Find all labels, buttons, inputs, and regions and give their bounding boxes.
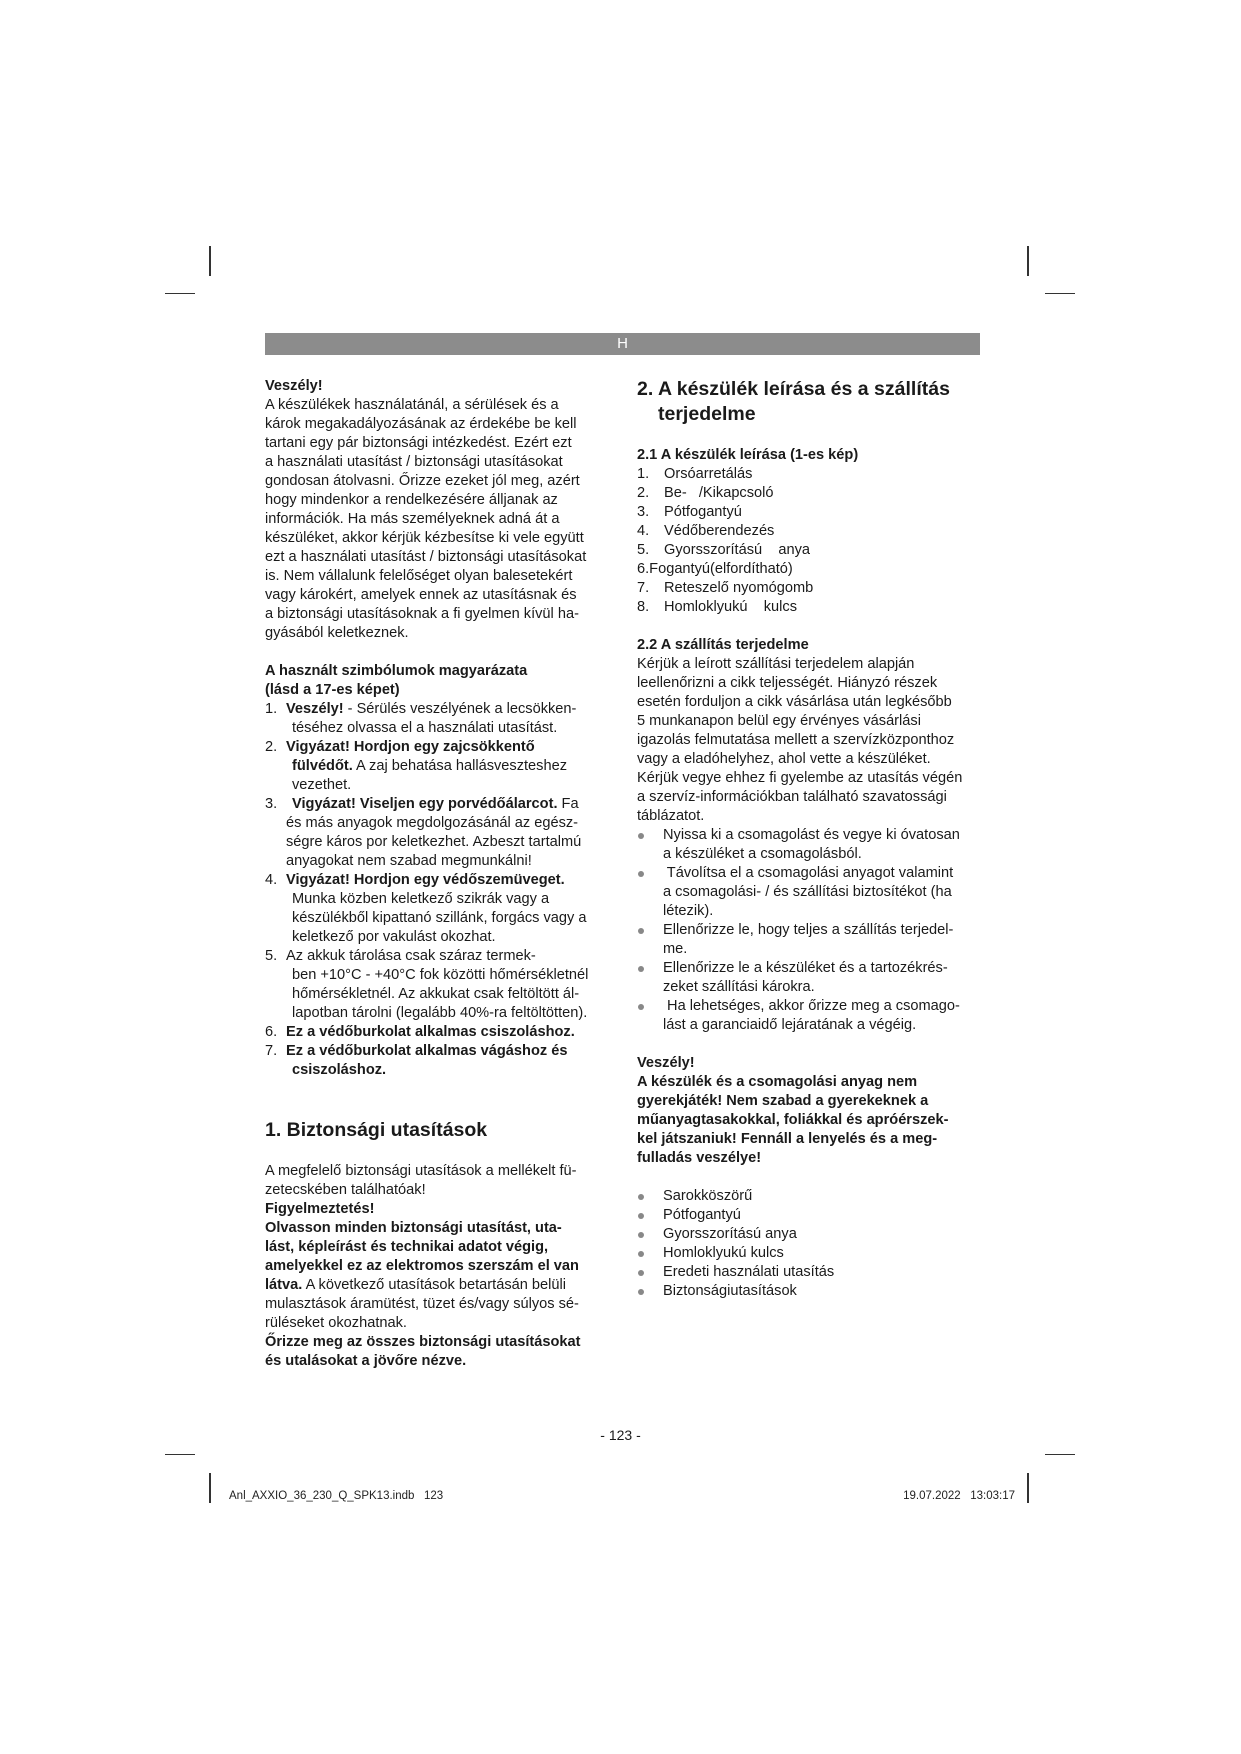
symbol-item (265, 795, 613, 871)
danger-paragraph (265, 396, 613, 643)
item-text: lapotban tárolni (legalább 40%-ra feltöltötten). (292, 1005, 588, 1021)
item-text: lást a garanciaidő lejáratának a végéig. (663, 1017, 917, 1033)
symbol-item (265, 738, 613, 795)
crop-mark (1027, 1473, 1029, 1503)
section1-title: 1. Biztonsági utasítások (265, 1119, 488, 1141)
item-number: 2. (637, 485, 650, 501)
crop-mark (165, 293, 195, 294)
text-line: információk. Ha más személyeknek adná át a (265, 511, 560, 527)
bullet-icon (638, 1213, 644, 1219)
item-text: vezethet. (292, 777, 352, 793)
contents-list (637, 1187, 982, 1301)
language-header-bar (265, 333, 980, 355)
item-bold: fülvédőt. (292, 758, 353, 774)
item-number: 5. (637, 542, 650, 558)
item-text: Ellenőrizze le, hogy teljes a szállítás terjedel- (663, 922, 954, 938)
item-text: zeket szállítási károkra. (663, 979, 815, 995)
item-number: 2. (265, 739, 278, 755)
item-number: 5. (265, 948, 278, 964)
bullet-icon (638, 1194, 644, 1200)
page-number: - 123 - (600, 1427, 641, 1443)
text-line: a biztonsági utasításoknak a fi gyelmen kívül ha- (265, 606, 579, 622)
symbol-item (265, 1042, 613, 1080)
text-line: hogy mindenkor a rendelkezésére álljanak az (265, 492, 558, 508)
item-text: ben +10°C - +40°C fok közötti hőmérsékletnél (292, 967, 589, 983)
part-item (637, 579, 982, 598)
bullet-item (637, 997, 982, 1035)
item-text: Gyorsszorítású anya (664, 542, 810, 558)
parts-list (637, 465, 982, 617)
item-number: 3. (265, 796, 278, 812)
item-text: Védőberendezés (664, 523, 775, 539)
item-bold: Veszély! (286, 701, 344, 717)
item-text: a csomagolási- / és szállítási biztosítékot (ha (663, 884, 952, 900)
part-item (637, 560, 982, 579)
text-line: kel játszaniuk! Fennáll a lenyelés és a meg- (637, 1131, 938, 1147)
item-text: Pótfogantyú (663, 1207, 741, 1223)
item-text: Reteszelő nyomógomb (664, 580, 814, 596)
item-bold: Vigyázat! Hordjon egy védőszemüveget. (286, 872, 565, 888)
item-text: - Sérülés veszélyének a lecsökken- (343, 701, 577, 717)
text-line: zetecskében találhatóak! (265, 1182, 426, 1198)
symbol-item (265, 871, 613, 947)
content-item (637, 1187, 982, 1206)
text-line: vagy károkért, amelyek ennek az utasításnak és (265, 587, 577, 603)
bullet-item (637, 959, 982, 997)
item-number: 6. (265, 1024, 278, 1040)
text-line: lást, képleírást és technikai adatot végig, (265, 1239, 549, 1255)
bullet-icon (638, 1251, 644, 1257)
item-number: 1. (637, 466, 650, 482)
part-item (637, 465, 982, 484)
item-text: Pótfogantyú (664, 504, 742, 520)
item-bold: Ez a védőburkolat alkalmas vágáshoz és (286, 1043, 568, 1059)
part-item (637, 522, 982, 541)
symbol-item (265, 700, 613, 738)
item-number: 7. (637, 580, 650, 596)
item-text: hőmérsékletnél. Az akkukat csak feltöltött ál- (292, 986, 580, 1002)
text-line: tartani egy pár biztonsági intézkedést. Ezért ezt (265, 435, 572, 451)
crop-mark (209, 246, 211, 276)
text-line: gondosan átolvasni. Őrizze ezeket jól meg, azért (265, 473, 580, 489)
left-column (265, 377, 613, 1371)
bullet-icon (638, 928, 644, 934)
bullet-icon (638, 1232, 644, 1238)
item-text: Be- /Kikapcsoló (664, 485, 774, 501)
symbol-item (265, 1023, 613, 1042)
crop-mark (1027, 246, 1029, 276)
right-column (637, 377, 982, 1301)
title-line: 2. A készülék leírása és a szállítás (637, 378, 950, 400)
item-text: Homloklyukú kulcs (663, 1245, 784, 1261)
text-line: Kérjük vegye ehhez fi gyelembe az utasítás végén (637, 770, 963, 786)
text-line: Olvasson minden biztonsági utasítást, uta- (265, 1220, 562, 1236)
bullet-icon (638, 871, 644, 877)
item-text: Homloklyukú kulcs (664, 599, 798, 615)
bullet-item (637, 826, 982, 864)
item-text: Biztonságiutasítások (663, 1283, 797, 1299)
content-item (637, 1263, 982, 1282)
item-bold: Vigyázat! Viseljen egy porvédőálarcot. (292, 796, 558, 812)
item-number: 4. (265, 872, 278, 888)
text-line: A következő utasítások betartásán belüli (302, 1277, 566, 1293)
text-line: Kérjük a leírott szállítási terjedelem alapján (637, 656, 915, 672)
text-line: ezt a használati utasítást / biztonsági utasításokat (265, 549, 587, 565)
text-line: 5 munkanapon belül egy érvényes vásárlási (637, 713, 921, 729)
item-text: Munka közben keletkező szikrák vagy a (292, 891, 550, 907)
item-text: 6.Fogantyú(elfordítható) (637, 561, 793, 577)
item-text: Gyorsszorítású anya (663, 1226, 797, 1242)
item-bold: csiszoláshoz. (292, 1062, 387, 1078)
item-text: Sarokköszörű (663, 1188, 753, 1204)
text-line: Őrizze meg az összes biztonsági utasításokat (265, 1334, 581, 1350)
crop-mark (165, 1454, 195, 1455)
item-text: ségre káros por keletkezhet. Azbeszt tartalmú (286, 834, 582, 850)
text-line: táblázatot. (637, 808, 705, 824)
crop-mark (1045, 1454, 1075, 1455)
symbol-item (265, 947, 613, 1023)
item-text: és más anyagok megdolgozásánál az egész- (286, 815, 579, 831)
text-line: esetén forduljon a cikk vásárlása után legkésőbb (637, 694, 952, 710)
text-line: vagy a eladóhelyhez, ahol vette a készüléket. (637, 751, 931, 767)
text-line: és utalásokat a jövőre nézve. (265, 1353, 467, 1369)
part-item (637, 484, 982, 503)
unpacking-list (637, 826, 982, 1035)
part-item (637, 541, 982, 560)
text-line: műanyagtasakokkal, foliákkal és apróérszek- (637, 1112, 949, 1128)
item-text: Eredeti használati utasítás (663, 1264, 835, 1280)
warning-title: Figyelmeztetés! (265, 1201, 375, 1217)
text-line: is. Nem vállalunk felelőséget olyan balesetekért (265, 568, 573, 584)
danger2-title: Veszély! (637, 1055, 695, 1071)
text-line: leellenőrizni a cikk teljességét. Hiányzó részek (637, 675, 938, 691)
item-text: me. (663, 941, 688, 957)
item-text: Az akkuk tárolása csak száraz termek- (286, 948, 536, 964)
crop-mark (1045, 293, 1075, 294)
text-line: fulladás veszélye! (637, 1150, 762, 1166)
part-item (637, 598, 982, 617)
item-number: 8. (637, 599, 650, 615)
content-item (637, 1206, 982, 1225)
symbols-subtitle: (lásd a 17-es képet) (265, 682, 400, 698)
symbols-list (265, 700, 613, 1080)
bullet-icon (638, 966, 644, 972)
item-bold: Vigyázat! Hordjon egy zajcsökkentő (286, 739, 535, 755)
danger-title: Veszély! (265, 378, 323, 394)
item-text: Távolítsa el a csomagolási anyagot valamint (663, 865, 954, 881)
item-text: Ha lehetséges, akkor őrizze meg a csomago- (663, 998, 960, 1014)
item-text: keletkező por vakulást okozhat. (292, 929, 496, 945)
item-text: A zaj behatása hallásveszteshez (352, 758, 567, 774)
text-line: igazolás felmutatása mellett a szervízközponthoz (637, 732, 955, 748)
danger2-paragraph (637, 1073, 982, 1168)
text-line: gyásából keletkeznek. (265, 625, 409, 641)
text-line: amelyekkel ez az elektromos szerszám el van (265, 1258, 579, 1274)
text-line: károk megakadályozásának az érdekébe be kell (265, 416, 577, 432)
text-line: A készülék és a csomagolási anyag nem (637, 1074, 918, 1090)
item-text: létezik). (663, 903, 714, 919)
item-number: 7. (265, 1043, 278, 1059)
item-text: téséhez olvassa el a használati utasítást. (292, 720, 558, 736)
crop-mark (209, 1473, 211, 1503)
item-text: készülékből kipattanó szillánk, forgács vagy a (292, 910, 587, 926)
item-text: anyagokat nem szabad megmunkálni! (286, 853, 532, 869)
s22-title: 2.2 A szállítás terjedelme (637, 637, 809, 653)
text-line: a szervíz-információkban található szavatossági (637, 789, 947, 805)
content-item (637, 1244, 982, 1263)
item-number: 1. (265, 701, 278, 717)
content-item (637, 1282, 982, 1301)
item-number: 4. (637, 523, 650, 539)
item-bold: Ez a védőburkolat alkalmas csiszoláshoz. (286, 1024, 575, 1040)
delivery-paragraph (637, 655, 982, 826)
content-item (637, 1225, 982, 1244)
text-line: rüléseket okozhatnak. (265, 1315, 407, 1331)
footer-timestamp: 19.07.2022 13:03:17 (903, 1490, 1015, 1502)
text-line: A készülékek használatánál, a sérülések és a (265, 397, 559, 413)
item-text: a készüléket a csomagolásból. (663, 846, 862, 862)
text-line: A megfelelő biztonsági utasítások a mellékelt fü- (265, 1163, 577, 1179)
bullet-item (637, 921, 982, 959)
section2-title (637, 377, 982, 427)
item-text: Nyissa ki a csomagolást és vegye ki óvatosan (663, 827, 960, 843)
text-line: látva. (265, 1277, 303, 1293)
bullet-icon (638, 1004, 644, 1010)
item-text: Fa (557, 796, 579, 812)
language-tab-label: H (617, 335, 628, 352)
text-line: gyerekjáték! Nem szabad a gyerekeknek a (637, 1093, 929, 1109)
item-text: Orsóarretálás (664, 466, 753, 482)
text-line: készüléket, akkor kérjük kézbesítse ki vele együtt (265, 530, 584, 546)
item-number: 3. (637, 504, 650, 520)
text-line: a használati utasítást / biztonsági utasításokat (265, 454, 563, 470)
bullet-icon (638, 833, 644, 839)
part-item (637, 503, 982, 522)
bullet-icon (638, 1270, 644, 1276)
footer-file-name: Anl_AXXIO_36_230_Q_SPK13.indb 123 (229, 1490, 444, 1502)
text-line: mulasztások áramütést, tüzet és/vagy súlyos sé- (265, 1296, 579, 1312)
item-text: Ellenőrizze le a készüléket és a tartozékrés- (663, 960, 948, 976)
symbols-title: A használt szimbólumok magyarázata (265, 663, 528, 679)
bullet-icon (638, 1289, 644, 1295)
title-line: terjedelme (658, 403, 756, 425)
s21-title: 2.1 A készülék leírása (1-es kép) (637, 447, 859, 463)
bullet-item (637, 864, 982, 921)
